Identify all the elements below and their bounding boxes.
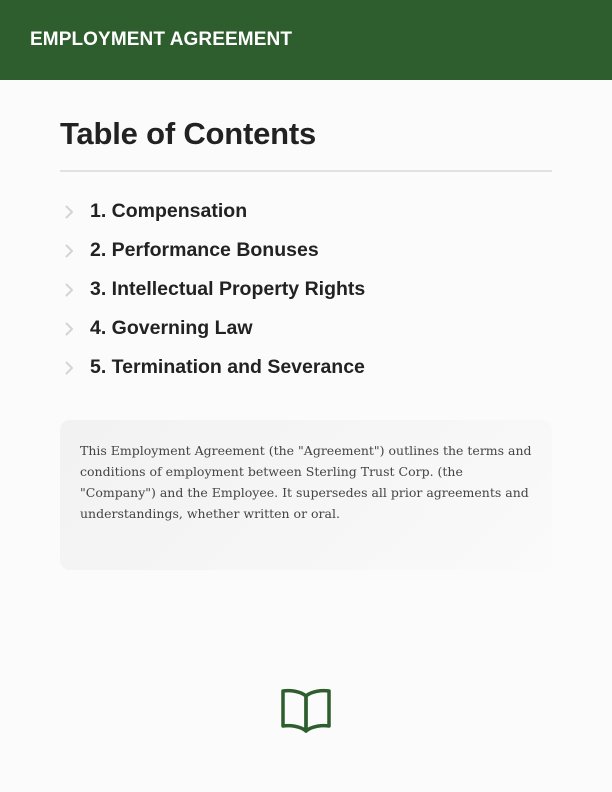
toc-item-label: 2. Performance Bonuses — [90, 239, 319, 261]
chevron-right-icon — [60, 192, 90, 231]
chevron-right-icon — [60, 348, 90, 387]
toc-item-intellectual-property-rights[interactable] — [60, 270, 552, 309]
chevron-right-icon — [60, 231, 90, 270]
book-icon — [280, 686, 332, 734]
document-header — [0, 0, 612, 80]
toc-item-termination-and-severance[interactable] — [60, 348, 552, 387]
toc-item-label: 3. Intellectual Property Rights — [90, 278, 366, 300]
toc-item-governing-law[interactable] — [60, 309, 552, 348]
toc-item-label: 4. Governing Law — [90, 317, 253, 339]
toc-item-performance-bonuses[interactable] — [60, 231, 552, 270]
toc-list — [60, 192, 552, 387]
agreement-summary-box — [60, 420, 552, 570]
agreement-summary-text: This Employment Agreement (the "Agreement") outlines the terms and conditions of employment between Sterling Trust Corp. (the "Company") and the Employee. It supersedes all prior agreements and understandings, whether written or oral. — [80, 443, 532, 521]
toc-divider — [60, 170, 552, 172]
document-title: EMPLOYMENT AGREEMENT — [30, 28, 293, 50]
toc-item-label: 5. Termination and Severance — [90, 356, 365, 378]
toc-heading: Table of Contents — [60, 116, 317, 151]
chevron-right-icon — [60, 270, 90, 309]
chevron-right-icon — [60, 309, 90, 348]
toc-item-compensation[interactable] — [60, 192, 552, 231]
toc-item-label: 1. Compensation — [90, 200, 248, 222]
